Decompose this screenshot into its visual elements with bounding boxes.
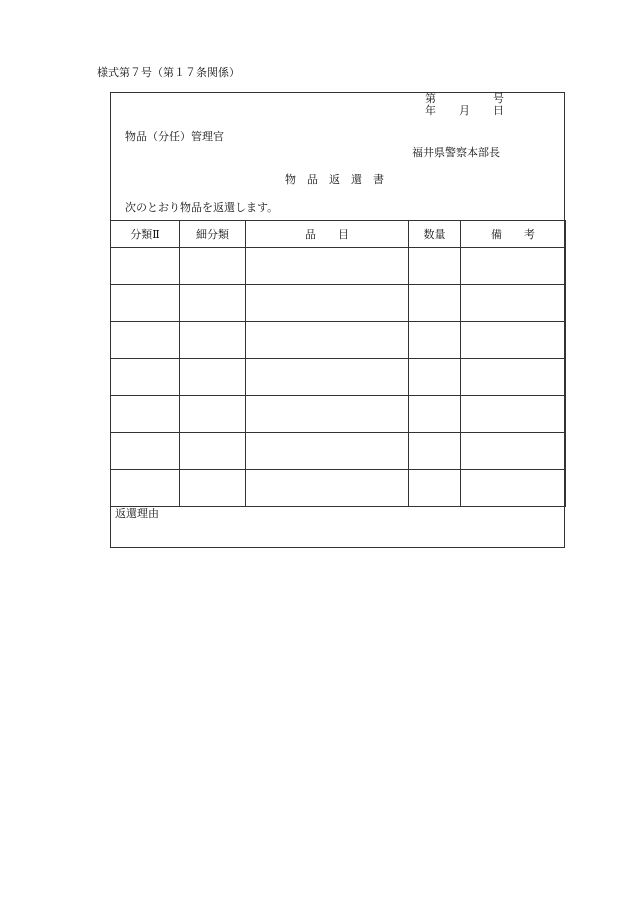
- header-remarks: 備 考: [461, 221, 566, 248]
- date-year-label: 年: [425, 104, 436, 117]
- table-row: [111, 396, 566, 433]
- intro-text: 次のとおり物品を返還します。: [125, 201, 279, 214]
- table-cell: [180, 285, 246, 322]
- form-label: 様式第７号（第１７条関係）: [97, 66, 240, 79]
- table-cell: [180, 359, 246, 396]
- table-cell: [246, 285, 409, 322]
- table-cell: [111, 470, 180, 507]
- table-cell: [246, 322, 409, 359]
- table-cell: [111, 359, 180, 396]
- table-cell: [461, 396, 566, 433]
- sender: 福井県警察本部長: [412, 146, 500, 159]
- table-cell: [461, 322, 566, 359]
- table-cell: [409, 285, 461, 322]
- table-row: [111, 359, 566, 396]
- table-cell: [409, 470, 461, 507]
- header-item-name: 品 目: [246, 221, 409, 248]
- table-cell: [111, 248, 180, 285]
- table-row: [111, 248, 566, 285]
- table-cell: [409, 433, 461, 470]
- table-row: [111, 433, 566, 470]
- table-cell: [409, 359, 461, 396]
- header-category: 分類Ⅱ: [111, 221, 180, 248]
- date-day-label: 日: [493, 104, 504, 117]
- table-cell: [246, 470, 409, 507]
- table-cell: [180, 396, 246, 433]
- table-row: [111, 322, 566, 359]
- table-cell: [111, 285, 180, 322]
- table-cell: [180, 470, 246, 507]
- header-subcategory: 細分類: [180, 221, 246, 248]
- number-prefix: 第: [425, 92, 436, 105]
- table-cell: [180, 248, 246, 285]
- table-cell: [461, 359, 566, 396]
- date-month-label: 月: [459, 104, 470, 117]
- table-row: [111, 470, 566, 507]
- table-cell: [246, 359, 409, 396]
- table-cell: [180, 433, 246, 470]
- table-cell: [246, 396, 409, 433]
- table-cell: [111, 322, 180, 359]
- table-cell: [246, 248, 409, 285]
- table-row: [111, 285, 566, 322]
- table-header-row: [111, 221, 566, 248]
- table-cell: [111, 396, 180, 433]
- header-quantity: 数量: [409, 221, 461, 248]
- table-cell: [246, 433, 409, 470]
- addressee: 物品（分任）管理官: [125, 130, 224, 143]
- table-cell: [461, 285, 566, 322]
- table-cell: [409, 322, 461, 359]
- table-cell: [180, 322, 246, 359]
- table-cell: [461, 470, 566, 507]
- table-cell: [409, 248, 461, 285]
- document-title: 物 品 返 還 書: [285, 173, 384, 186]
- table-cell: [461, 248, 566, 285]
- table-cell: [111, 433, 180, 470]
- items-table: [110, 220, 566, 507]
- table-cell: [409, 396, 461, 433]
- table-cell: [461, 433, 566, 470]
- number-suffix: 号: [493, 92, 504, 105]
- return-reason-label: 返還理由: [115, 507, 159, 520]
